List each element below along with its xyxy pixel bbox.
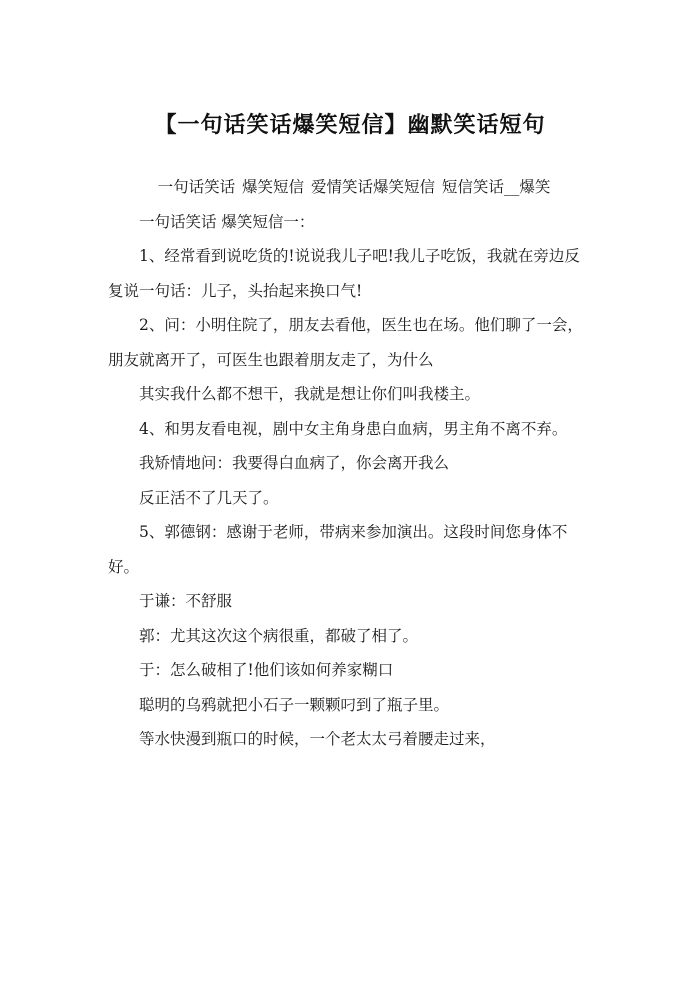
- joke-paragraph-5-line-3: 郭：尤其这次这个病很重，都破了相了。: [139, 626, 419, 645]
- joke-paragraph-4-line-3: 反正活不了几天了。: [139, 488, 279, 507]
- document-body: [108, 170, 590, 757]
- joke-paragraph-5-line-2: 于谦：不舒服: [139, 592, 233, 610]
- joke-paragraph-5: 5、郭德钢：感谢于老师，带病来参加演出。这段时间您身体不好。: [108, 523, 568, 576]
- joke-paragraph-3: 其实我什么都不想干，我就是想让你们叫我楼主。: [139, 385, 481, 403]
- document-title: 【一句话笑话爆笑短信】幽默笑话短句: [154, 113, 546, 138]
- joke-paragraph-5-line-4: 于：怎么破相了!他们该如何养家糊口: [139, 661, 394, 679]
- joke-paragraph-6-line-2: 等水快漫到瓶口的时候，一个老太太弓着腰走过来，: [139, 730, 496, 748]
- section-heading: 一句话笑话 爆笑短信一：: [139, 212, 315, 231]
- joke-paragraph-2: 2、问：小明住院了，朋友去看他，医生也在场。他们聊了一会，朋友就离开了，可医生也跟着朋友走了，为什么: [108, 316, 583, 369]
- joke-paragraph-4-line-2: 我矫情地问：我要得白血病了，你会离开我么: [139, 454, 450, 472]
- joke-paragraph-6: 聪明的乌鸦就把小石子一颗颗叼到了瓶子里。: [139, 695, 450, 714]
- joke-paragraph-1: 1、经常看到说吃货的!说说我儿子吧!我儿子吃饭，我就在旁边反复说一句话：儿子，头抬起来换口气!: [108, 247, 580, 300]
- joke-paragraph-4: 4、和男友看电视，剧中女主角身患白血病，男主角不离不弃。: [139, 419, 568, 438]
- keywords-paragraph: 一句话笑话 爆笑短信 爱情笑话爆笑短信 短信笑话__爆笑: [157, 178, 551, 196]
